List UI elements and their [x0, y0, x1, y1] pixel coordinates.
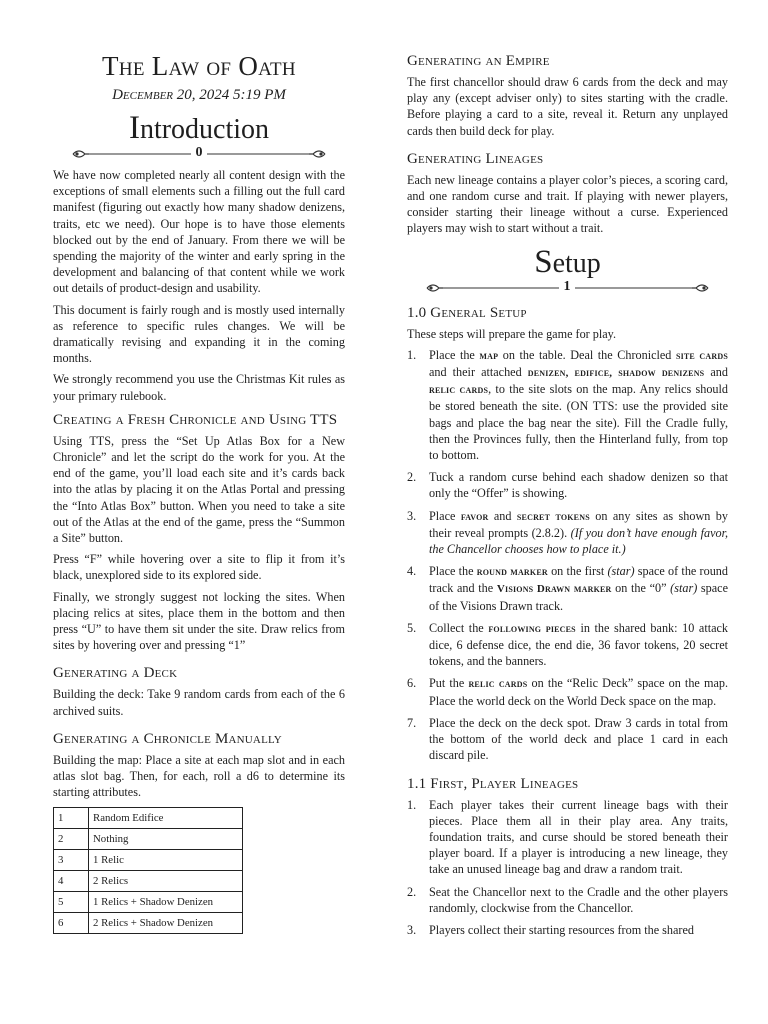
- heading-generating-empire: Generating an Empire: [407, 53, 550, 69]
- table-row: [54, 849, 243, 870]
- section-title-rest: ntroduction: [139, 114, 270, 145]
- general-setup-intro: These steps will prepare the game for play.: [407, 326, 617, 341]
- empire-paragraph: The first chancellor should draw 6 cards from the deck and may play any (except adviser only) to sites starting with the cradle. Before playing a card to a site, reveal it. Return any unplayed cards then build deck for play.: [407, 75, 728, 138]
- drop-cap: S: [534, 243, 553, 280]
- roll-table: [53, 807, 243, 934]
- step-text: and: [488, 508, 517, 523]
- table-row: [54, 828, 243, 849]
- list-item: [407, 563, 728, 614]
- step-text: Collect the: [429, 620, 489, 635]
- step-number: 7.: [407, 715, 417, 730]
- step-text: Place the deck on the deck spot. Draw 3 cards in total from the bottom of the world deck and place 1 card in each discard pile.: [429, 715, 728, 763]
- step-number: 4.: [407, 564, 417, 579]
- table-cell-roll: 2: [54, 828, 89, 849]
- table-cell-result: 1 Relics + Shadow Denizen: [89, 891, 243, 912]
- table-cell-result: Random Edifice: [89, 807, 243, 828]
- game-term: round marker: [476, 566, 548, 579]
- list-item: [407, 797, 728, 878]
- step-number: 1.: [407, 347, 417, 362]
- tts-paragraph-2: Press “F” while hovering over a site to flip it from it’s black, unexplored side to its explored side.: [53, 552, 345, 583]
- step-number: 3.: [407, 922, 417, 937]
- step-text: on any sites as shown by their reveal prompts (2.8.2).: [429, 508, 728, 540]
- section-title-setup: [407, 245, 728, 281]
- table-cell-result: 2 Relics: [89, 870, 243, 891]
- deck-paragraph: Building the deck: Take 9 random cards from each of the 6 archived suits.: [53, 687, 345, 718]
- step-number: 5.: [407, 620, 417, 635]
- step-text: Put the: [429, 676, 469, 691]
- lineages-paragraph: Each new lineage contains a player color’s pieces, a scoring card, and one random curse and trait. If playing with newer players, consider starting their lineage without a curse. Experienced players may wish to start without a trait.: [407, 172, 728, 236]
- right-column: [407, 0, 728, 944]
- intro-paragraph-2: This document is fairly rough and is mostly used internally as reference to specific rules changes. We will be dramatically revising and expanding it in the coming months.: [53, 302, 345, 366]
- step-text: on the table. Deal the Chronicled: [498, 347, 676, 362]
- table-row: [54, 870, 243, 891]
- step-number: 2.: [407, 470, 417, 485]
- list-item: [407, 347, 728, 463]
- section-divider: [53, 147, 345, 161]
- table-row: [54, 891, 243, 912]
- section-title-rest: etup: [552, 247, 601, 279]
- step-note: (star): [670, 581, 698, 596]
- document-date: December 20, 2024 5:19 PM: [112, 87, 286, 103]
- intro-paragraph-1: We have now completed nearly all content design with the exceptions of small elements such a filling out the full card manifest (figuring out exactly how many shadow denizens, traits, etc we need). Our hope is to have those elements blocked out by the end of January. From there we will be spending the majority of the winter and early spring in the development and balancing of that content while we work out details of product-design and usability.: [53, 168, 345, 296]
- table-cell-roll: 5: [54, 891, 89, 912]
- step-note: (star): [607, 564, 635, 579]
- step-text: Place the: [429, 564, 477, 579]
- table-row: [54, 912, 243, 933]
- document-title: The Law of Oath: [102, 51, 296, 81]
- left-column: [53, 0, 345, 934]
- step-note: (If you don’t have enough favor, the Chancellor chooses how to place it.): [429, 525, 729, 557]
- heading-generating-lineages: Generating Lineages: [407, 150, 544, 167]
- section-number: 0: [195, 145, 203, 160]
- list-item: [407, 922, 728, 938]
- section-divider: [407, 278, 728, 295]
- general-setup-steps: [407, 347, 728, 764]
- section-title-introduction: [53, 111, 345, 147]
- step-text: Tuck a random curse behind each shadow denizen so that only the “Offer” is showing.: [429, 470, 728, 501]
- table-cell-roll: 1: [54, 807, 89, 828]
- list-item: [407, 508, 728, 558]
- step-text: on the first: [547, 564, 608, 579]
- table-cell-roll: 4: [54, 870, 89, 891]
- step-text: in the shared bank: 10 attack dice, 6 defense dice, the end die, 36 favor tokens, 20 secret tokens, and the banners.: [429, 620, 729, 669]
- step-text: and: [704, 365, 728, 380]
- table-cell-roll: 3: [54, 849, 89, 870]
- step-number: 3.: [407, 508, 417, 523]
- step-number: 1.: [407, 797, 417, 812]
- step-number: 6.: [407, 676, 417, 691]
- step-text: on the “Relic Deck” space on the map. Place the world deck on the World Deck space on the map.: [429, 676, 728, 708]
- table-cell-result: Nothing: [89, 828, 243, 849]
- table-row: [54, 807, 243, 828]
- step-text: Place the: [429, 347, 480, 362]
- game-term: following pieces: [488, 622, 576, 635]
- step-text: , to the site slots on the map. Any relics should be stored beneath the site. (ON TTS: use the provided site bags and place the bag near the site). Fill the Cradle fully, then the Provinces fully, then the Hinterland fully, from top to bottom.: [429, 382, 728, 463]
- game-term: relic cards: [429, 384, 489, 397]
- game-term: relic cards: [468, 678, 528, 691]
- heading-generating-deck: Generating a Deck: [53, 665, 178, 682]
- step-number: 2.: [407, 884, 417, 899]
- drop-cap: I: [128, 110, 140, 146]
- heading-tts: Creating a Fresh Chronicle and Using TTS: [53, 411, 338, 428]
- game-term: site cards: [675, 349, 728, 362]
- step-text: on the “0”: [611, 581, 671, 596]
- heading-chronicle-manually: Generating a Chronicle Manually: [53, 730, 282, 747]
- list-item: [407, 675, 728, 708]
- game-term: map: [479, 349, 499, 362]
- game-term: secret tokens: [516, 510, 590, 523]
- tts-paragraph-3: Finally, we strongly suggest not locking the sites. When placing relics at sites, place them in the bottom and then press “U” to have them sit under the site. Draw relics from sites by hovering over and pressing “1”: [53, 589, 345, 653]
- table-cell-result: 1 Relic: [89, 849, 243, 870]
- game-term: favor: [460, 510, 489, 523]
- step-text: and their attached: [429, 365, 528, 380]
- step-text: Each player takes their current lineage bags with their pieces. Place them all in their play area. Any traits, foundation traits, and curse should be stored beneath their player board. If a player is introducing a new lineage, they take an unused lineage bag and draw a random trait.: [429, 797, 728, 877]
- list-item: [407, 884, 728, 916]
- heading-player-lineages: 1.1 First, Player Lineages: [407, 775, 579, 792]
- list-item: [407, 620, 728, 670]
- intro-paragraph-3: We strongly recommend you use the Christmas Kit rules as your primary rulebook.: [53, 372, 345, 403]
- list-item: [407, 715, 728, 764]
- game-term: denizen, edifice, shadow denizens: [527, 367, 705, 380]
- step-text: space of the round track and the: [429, 564, 728, 596]
- player-lineages-steps: [407, 797, 728, 939]
- step-text: Players collect their starting resources from the shared: [429, 922, 694, 937]
- heading-general-setup: 1.0 General Setup: [407, 304, 527, 321]
- table-cell-roll: 6: [54, 912, 89, 933]
- step-text: space of the Visions Drawn track.: [429, 581, 728, 613]
- game-term: Visions Drawn marker: [496, 583, 612, 596]
- step-text: Seat the Chancellor next to the Cradle and the other players randomly, clockwise from the Chancellor.: [429, 884, 728, 915]
- list-item: [407, 469, 728, 501]
- section-number: 1: [563, 278, 571, 294]
- table-cell-result: 2 Relics + Shadow Denizen: [89, 912, 243, 933]
- manual-paragraph: Building the map: Place a site at each map slot and in each atlas slot bag. Then, for each, roll a d6 to determine its starting attributes.: [53, 752, 345, 800]
- step-text: Place: [429, 508, 461, 523]
- tts-paragraph-1: Using TTS, press the “Set Up Atlas Box for a New Chronicle” and let the script do the work for you. At the end of the game, you’ll load each site and it’s cards back into the atlas by placing it on the Atlas Portal and pressing the “Into Atlas Box” button. When you need to take a site out of the Atlas at the end of the game, press the “Summon a Site” button.: [53, 433, 345, 546]
